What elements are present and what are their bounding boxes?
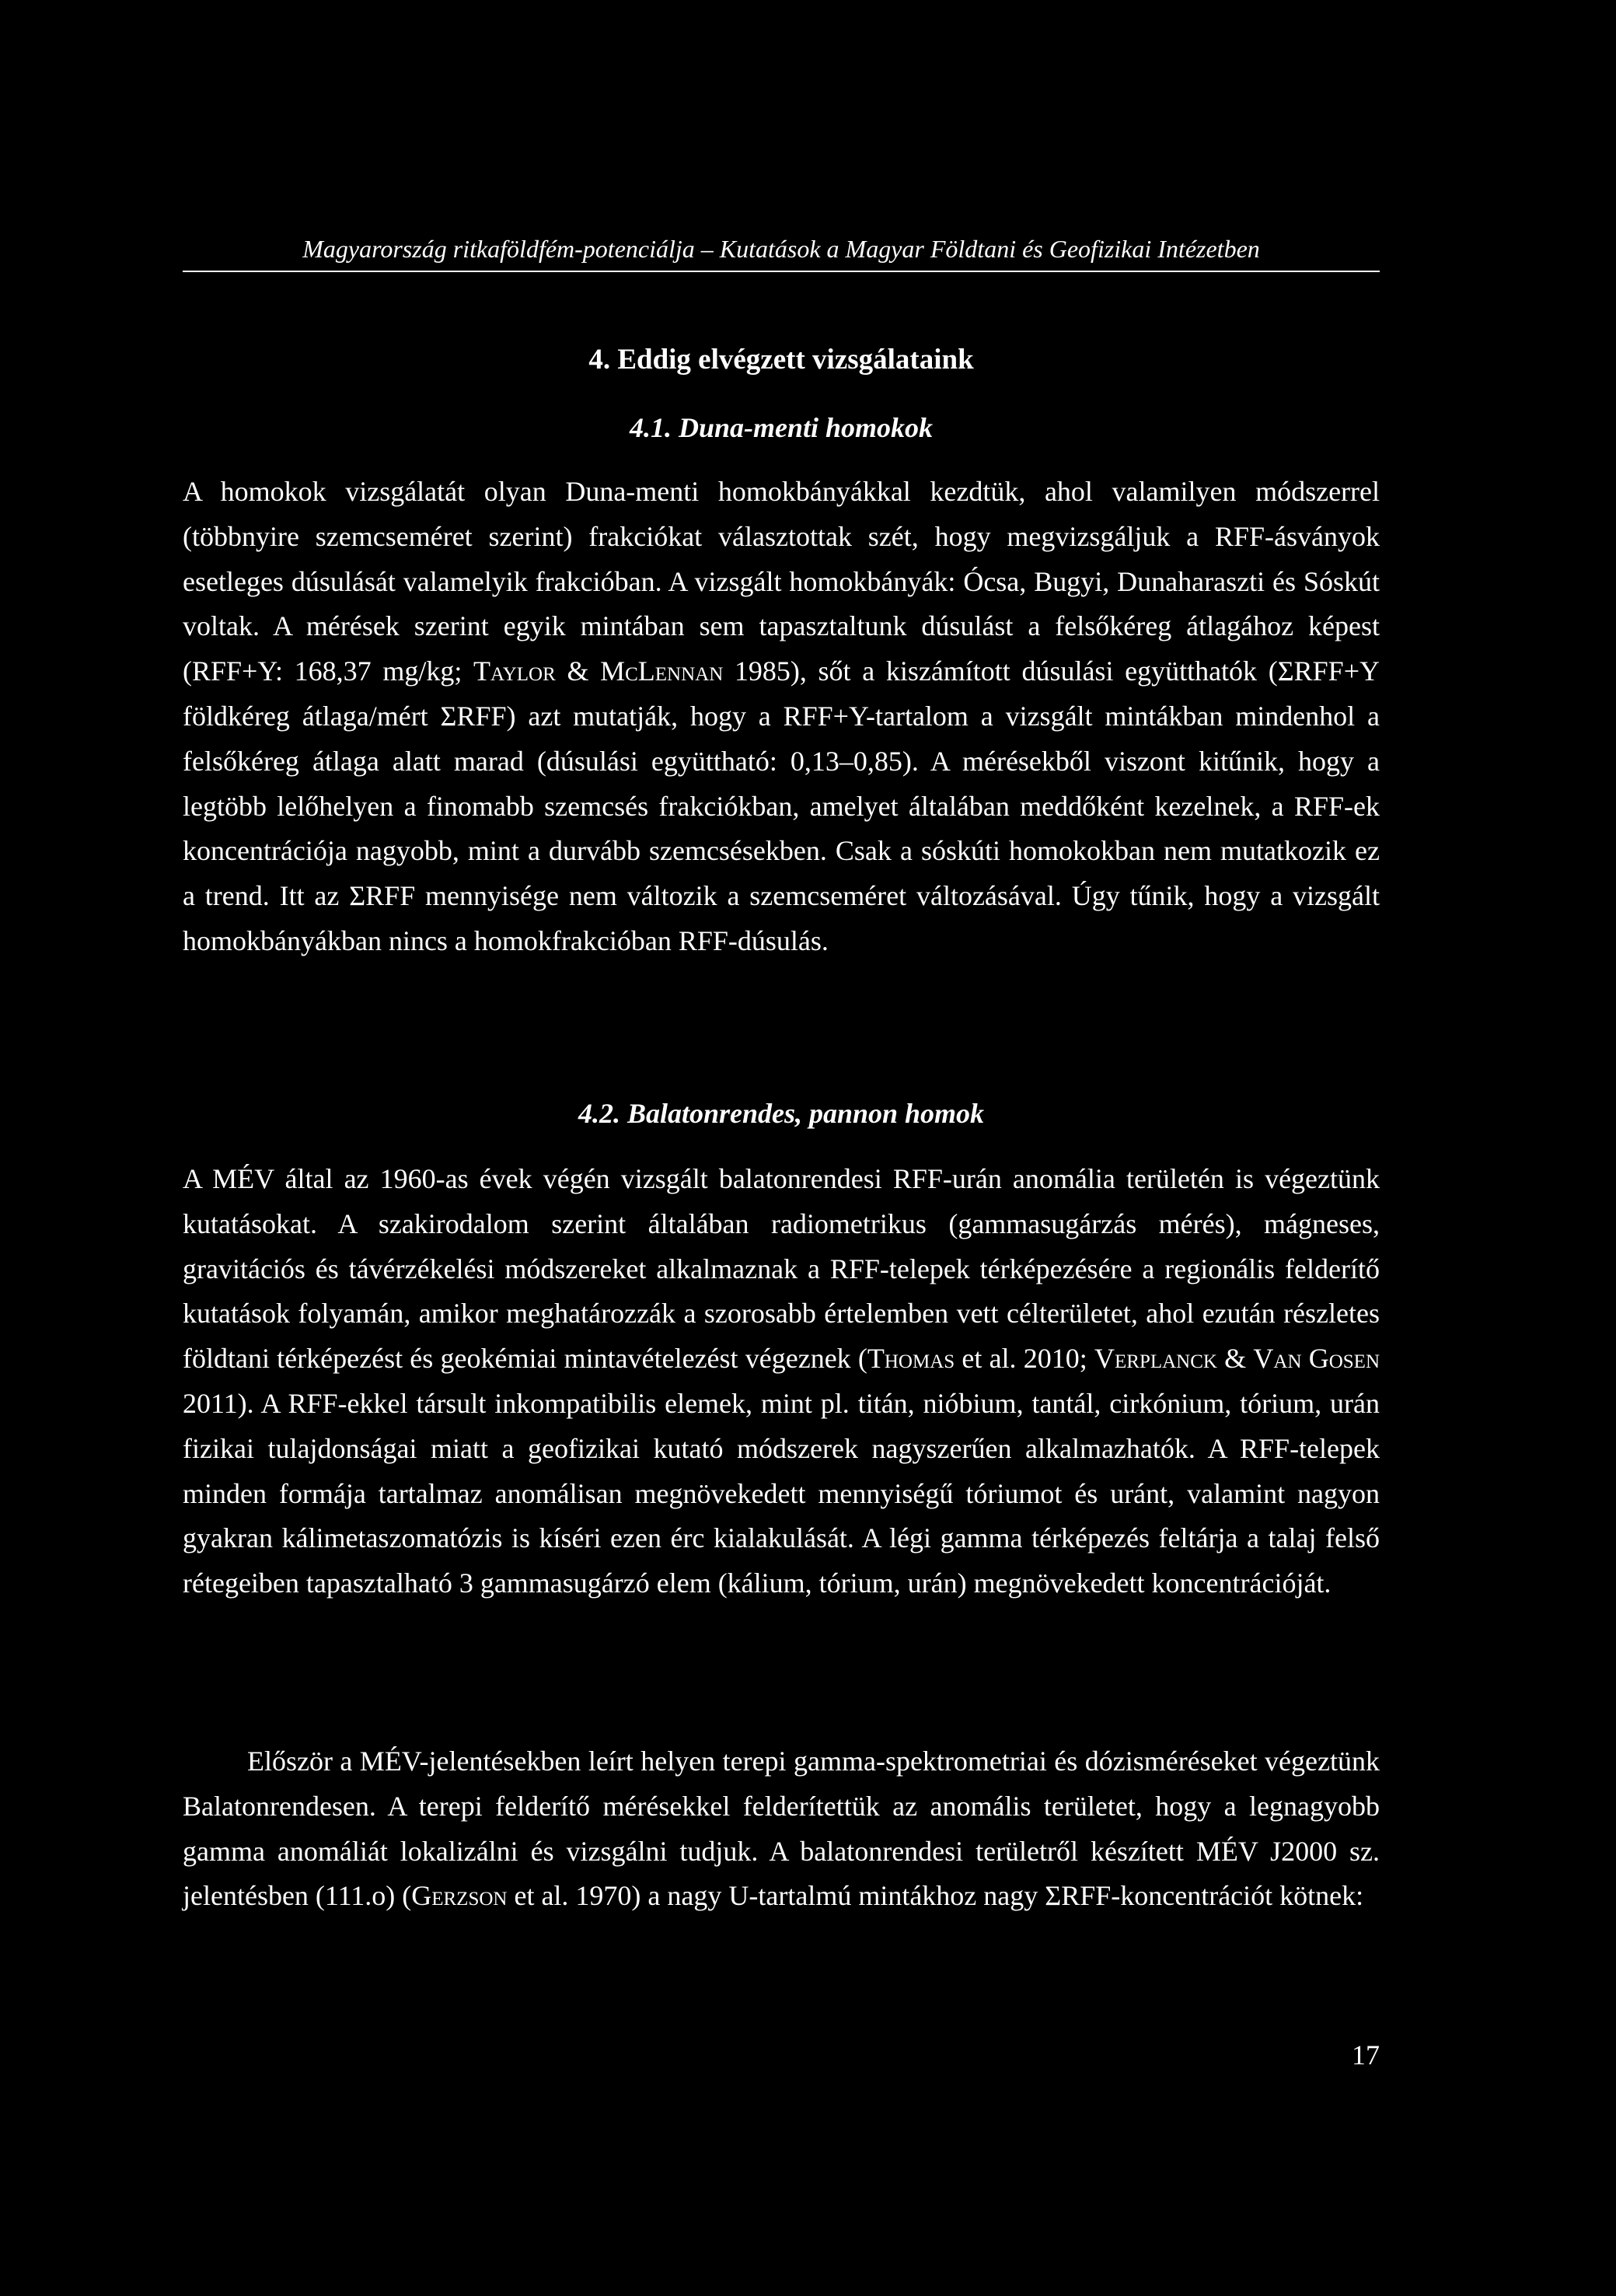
paragraph-duna-menti-homokok	[183, 470, 1380, 964]
citation-author: Thomas	[867, 1343, 955, 1375]
citation-author: Gerzson	[411, 1880, 508, 1912]
header-rule	[183, 271, 1380, 272]
paragraph-text: A MÉV által az 1960-as évek végén vizsgált balatonrendesi RFF-urán anomália területén is végeztünk kutatásokat. A szakirodalom szerint általában radiometrikus (gammasugárzás mérés), mágneses, gravitációs és távérzékelési módszereket alkalmaznak a RFF-telepek térképezésére a regionális felderítő kutatások folyamán, amikor meghatározzák a szorosabb értelemben vett célterületet, ahol ezután részletes földtani térképezést és geokémiai mintavételezést végeznek (	[183, 1163, 1380, 1375]
page-number: 17	[1352, 2039, 1380, 2071]
paragraph-mev-jelentesek	[183, 1739, 1380, 1919]
citation-author: Taylor	[473, 655, 556, 687]
paragraph-text: &	[1216, 1343, 1254, 1375]
section-heading-4-1: 4.1. Duna-menti homokok	[629, 412, 934, 443]
chapter-heading: 4. Eddig elvégzett vizsgálataink	[588, 344, 974, 376]
paragraph-text: 1985), sőt a kiszámított dúsulási együtthatók (ΣRFF+Y földkéreg átlaga/mért ΣRFF) azt mutatják, hogy a RFF+Y-tartalom a vizsgált mintákban mindenhol a felsőkéreg átlaga alatt marad (dúsulási együttható: 0,13–0,85). A mérésekből viszont kitűnik, hogy a legtöbb lelőhelyen a finomabb szemcsés frakciókban, amelyet általában meddőként kezelnek, a RFF-ek koncentrációja nagyobb, mint a durvább szemcsésekben. Csak a sóskúti homokokban nem mutatkozik ez a trend. Itt az ΣRFF mennyisége nem változik a szemcseméret változásával. Úgy tűnik, hogy a vizsgált homokbányákban nincs a homokfrakcióban RFF-dúsulás.	[183, 655, 1380, 956]
paragraph-text: et al. 1970) a nagy U-tartalmú mintákhoz nagy ΣRFF-koncentrációt kötnek:	[507, 1880, 1364, 1912]
paragraph-balatonrendes	[183, 1157, 1380, 1606]
section-heading-4-2: 4.2. Balatonrendes, pannon homok	[578, 1098, 985, 1129]
citation-author: Van Gosen	[1253, 1343, 1380, 1375]
paragraph-text: et al. 2010;	[955, 1343, 1094, 1375]
citation-author: McLennan	[600, 655, 724, 687]
citation-author: Verplanck	[1094, 1343, 1217, 1375]
running-head: Magyarország ritkaföldfém-potenciálja – Kutatások a Magyar Földtani és Geofizikai Intézetben	[302, 235, 1260, 263]
paragraph-text: A homokok vizsgálatát olyan Duna-menti homokbányákkal kezdtük, ahol valamilyen módszerrel (többnyire szemcseméret szerint) frakciókat választottak szét, hogy megvizsgáljuk a RFF-ásványok esetleges dúsulását valamelyik frakcióban. A vizsgált homokbányák: Ócsa, Bugyi, Dunaharaszti és Sóskút voltak. A mérések szerint egyik mintában sem tapasztaltunk dúsulást a felsőkéreg átlagához képest (RFF+Y: 168,37 mg/kg;	[183, 476, 1380, 687]
paragraph-text: Először a MÉV-jelentésekben leírt helyen terepi gamma-spektrometriai és dózisméréseket végeztünk Balatonrendesen. A terepi felderítő mérésekkel felderítettük az anomális területet, hogy a legnagyobb gamma anomáliát lokalizálni és vizsgálni tudjuk. A balatonrendesi területről készített MÉV J2000 sz. jelentésben (111.o) (	[183, 1746, 1380, 1912]
paragraph-text: 2011). A RFF-ekkel társult inkompatibilis elemek, mint pl. titán, nióbium, tantál, cirkónium, tórium, urán fizikai tulajdonságai miatt a geofizikai kutató módszerek nagyszerűen alkalmazhatók. A RFF-telepek minden formája tartalmaz anomálisan megnövekedett mennyiségű tóriumot és uránt, valamint nagyon gyakran kálimetaszomatózis is kíséri ezen érc kialakulását. A légi gamma térképezés feltárja a talaj felső rétegeiben tapasztalható 3 gammasugárzó elem (kálium, tórium, urán) megnövekedett koncentrációját.	[183, 1387, 1380, 1599]
paragraph-text: &	[555, 655, 601, 687]
